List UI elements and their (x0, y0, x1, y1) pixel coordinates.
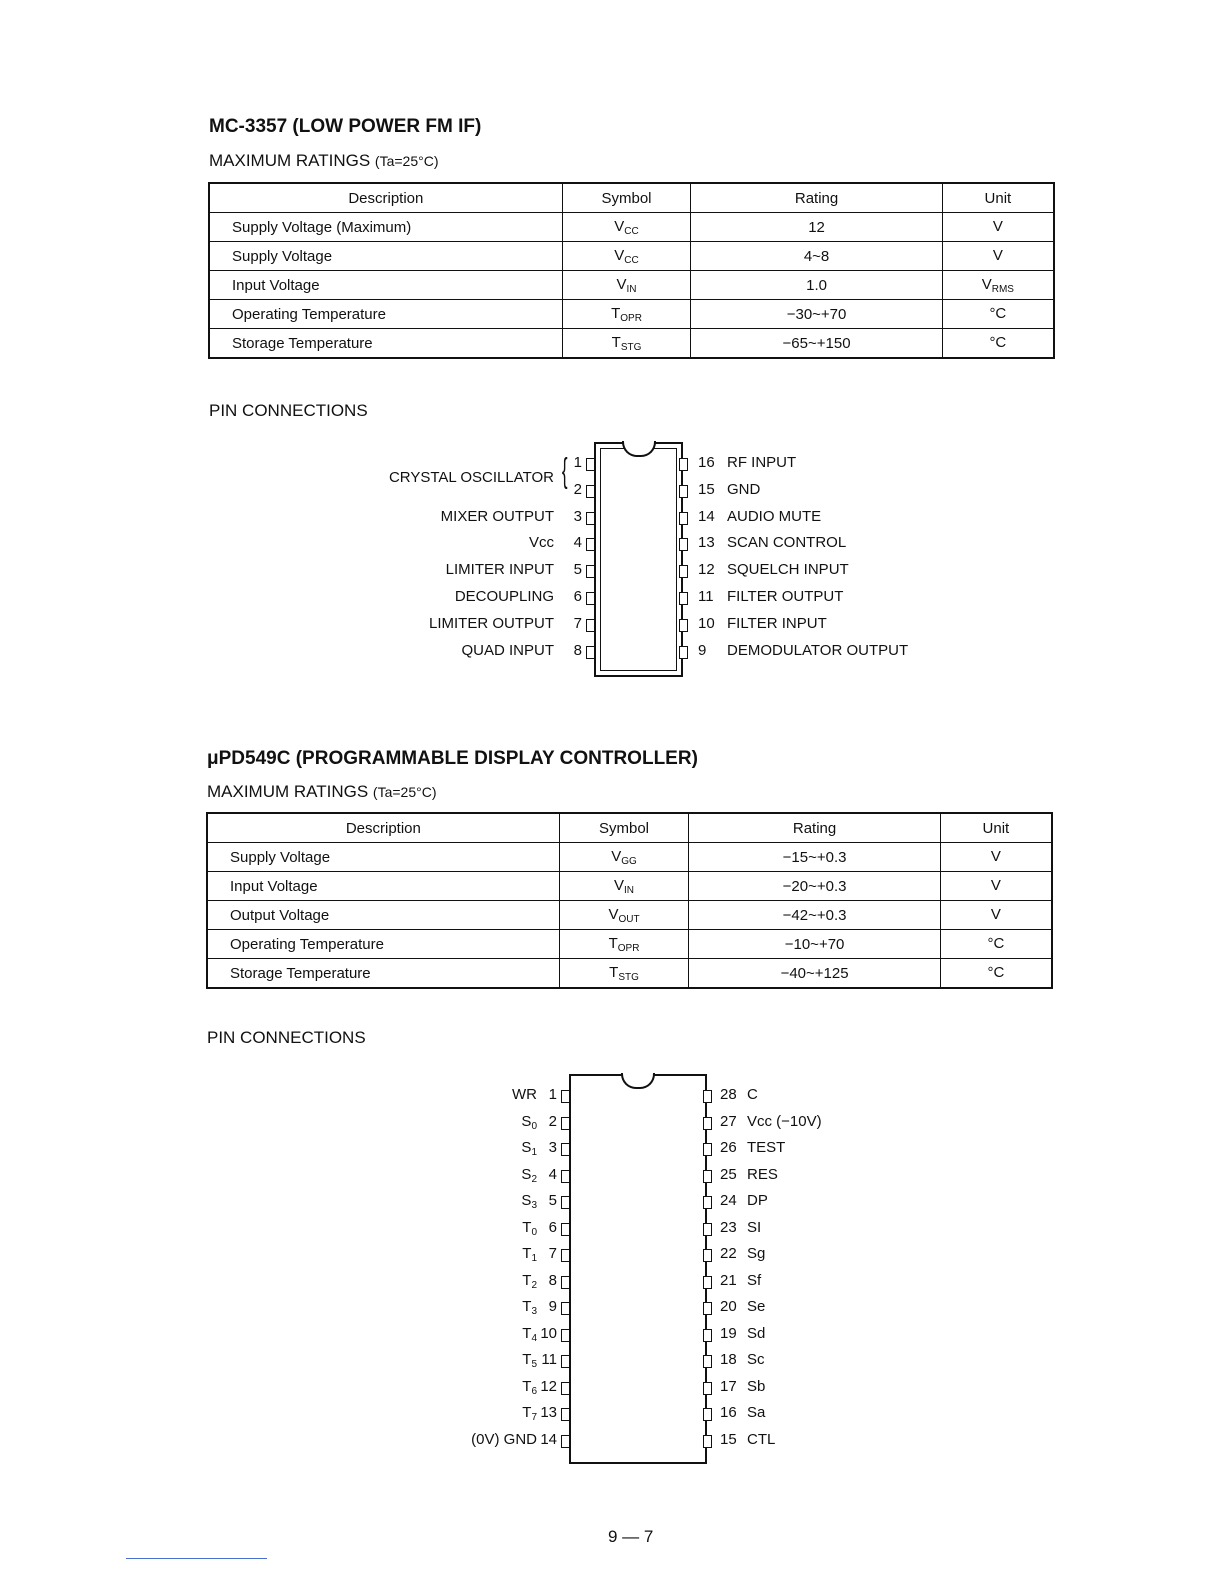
pin-pad (586, 512, 595, 525)
symbol-base: T (609, 963, 619, 981)
pin-label-subscript: 2 (531, 1279, 537, 1291)
unit-base: V (992, 217, 1003, 235)
pin-connections-heading: PIN CONNECTIONS (207, 1028, 366, 1047)
pin-pad (561, 1196, 570, 1209)
symbol-base: V (614, 876, 625, 894)
divider (126, 1558, 267, 1559)
rating-cell: 1.0 (691, 271, 942, 300)
pin-pad (561, 1408, 570, 1421)
pin-label (522, 1272, 537, 1291)
max-ratings-heading (209, 151, 439, 171)
pin-number: 17 (720, 1377, 737, 1395)
rating-cell: −42~+0.3 (689, 901, 940, 930)
table-row (209, 242, 1054, 271)
pin-pad (561, 1090, 570, 1103)
ic-inner-outline (600, 448, 677, 671)
pin-number: 3 (573, 507, 582, 525)
pin-number: 13 (540, 1404, 557, 1421)
unit-cell (940, 930, 1052, 959)
rating-cell: −15~+0.3 (689, 843, 940, 872)
pin-connections-heading: PIN CONNECTIONS (209, 401, 368, 420)
symbol-cell (559, 930, 689, 959)
pin-label-subscript: 3 (531, 1306, 537, 1317)
pin-label: DEMODULATOR OUTPUT (727, 641, 909, 659)
pin-label: SCAN CONTROL (727, 534, 847, 552)
pin-pad (679, 485, 688, 498)
unit-cell (942, 300, 1054, 329)
pin-label-text: T (522, 1404, 532, 1421)
max-ratings-heading (207, 782, 437, 802)
pin-pad (586, 458, 595, 471)
symbol-cell (559, 872, 689, 901)
pin-pad (703, 1355, 712, 1368)
ic-package-outline (594, 442, 683, 677)
pin-pad (703, 1435, 712, 1448)
pin-number: 6 (548, 1218, 557, 1236)
pin-pad (561, 1382, 570, 1395)
unit-base: °C (987, 963, 1005, 981)
pin-label (441, 508, 554, 525)
pin-label-subscript: 6 (531, 1385, 537, 1397)
table-header-row (209, 183, 1054, 213)
pin-label-subscript: 1 (531, 1147, 537, 1158)
pin-label: Vcc (−10V) (747, 1112, 822, 1130)
pin-label-text: T (522, 1324, 532, 1342)
rating-cell: −40~+125 (689, 959, 940, 989)
pin-label: Sb (747, 1377, 766, 1395)
pin-pad (703, 1276, 712, 1289)
unit-base: V (990, 847, 1001, 865)
unit-base: V (990, 876, 1001, 894)
pin-label (471, 1431, 537, 1448)
pin-label (429, 615, 554, 632)
pin-label (521, 1139, 537, 1158)
pin-pad (561, 1223, 570, 1236)
pin-number: 15 (698, 480, 715, 498)
symbol-base: T (608, 934, 618, 952)
pin-label-text: LIMITER INPUT (445, 561, 554, 579)
pin-label-text: T (522, 1218, 532, 1236)
ratings-label: MAXIMUM RATINGS (209, 151, 371, 170)
pin-label-subscript: 2 (531, 1173, 537, 1185)
pin-label-text: T (522, 1351, 532, 1368)
ratings-condition: (Ta=25°C) (372, 784, 437, 800)
pin-label-text: S (521, 1192, 532, 1209)
rating-cell: 4~8 (691, 242, 942, 271)
pin-pad (561, 1276, 570, 1289)
unit-cell (940, 901, 1052, 930)
unit-cell (942, 271, 1054, 300)
pin-label-subscript: 1 (531, 1253, 537, 1264)
pin-label (512, 1086, 537, 1103)
pin-label (521, 1113, 537, 1132)
unit-cell (942, 242, 1054, 271)
pin-number: 7 (573, 614, 582, 632)
description-cell: Operating Temperature (209, 300, 562, 329)
pin-number: 1 (548, 1086, 557, 1103)
pin-pad (703, 1408, 712, 1421)
pin-number: 8 (573, 641, 582, 659)
pin-pad (679, 619, 688, 632)
pin-number: 25 (720, 1165, 737, 1183)
pin-label: Sa (747, 1404, 766, 1421)
pin-label: RF INPUT (727, 454, 797, 471)
pin-pad (703, 1223, 712, 1236)
unit-cell (942, 213, 1054, 242)
crystal-oscillator-label: CRYSTAL OSCILLATOR (388, 469, 554, 486)
pin-number: 9 (548, 1298, 557, 1315)
pin-label-text: DECOUPLING (454, 588, 554, 605)
column-header: Unit (942, 183, 1054, 213)
symbol-cell (559, 959, 689, 989)
symbol-base: T (611, 304, 621, 322)
pin-label (522, 1245, 537, 1264)
table-row (209, 213, 1054, 242)
pin-number: 23 (720, 1218, 737, 1236)
pin-label: SI (747, 1218, 762, 1236)
symbol-cell (562, 300, 691, 329)
pin-number: 5 (548, 1192, 557, 1209)
pin-label-text: MIXER OUTPUT (440, 507, 554, 525)
pin-label-text: S (521, 1165, 532, 1183)
pin-number: 1 (573, 454, 582, 471)
pin-number: 21 (720, 1271, 737, 1289)
pin-label: Sd (747, 1324, 766, 1342)
pin-label: Se (747, 1298, 766, 1315)
pin-pad (703, 1249, 712, 1262)
pin-pad (703, 1117, 712, 1130)
symbol-subscript: CC (624, 254, 639, 266)
pin-label: Sf (747, 1271, 762, 1289)
pin-label-text: (0V) GND (471, 1430, 537, 1448)
description-cell: Supply Voltage (Maximum) (209, 213, 562, 242)
pin-label-text: T (522, 1245, 532, 1262)
pin-pad (561, 1302, 570, 1315)
symbol-cell (559, 901, 689, 930)
section-title-upd549c: μPD549C (PROGRAMMABLE DISPLAY CONTROLLER) (207, 748, 698, 769)
unit-cell (940, 959, 1052, 989)
pin-pad (703, 1382, 712, 1395)
unit-base: °C (989, 333, 1007, 351)
table-row (207, 901, 1052, 930)
pin-label-text: S (521, 1139, 532, 1156)
column-header: Symbol (562, 183, 691, 213)
pin-label (529, 534, 554, 551)
table-row (207, 930, 1052, 959)
pin-label: FILTER INPUT (727, 614, 827, 632)
pin-label-text: QUAD INPUT (461, 641, 554, 659)
symbol-cell (562, 242, 691, 271)
description-cell: Storage Temperature (207, 959, 559, 989)
pin-pad (703, 1196, 712, 1209)
section-title-mc3357: MC-3357 (LOW POWER FM IF) (209, 116, 482, 137)
pin-number: 28 (720, 1086, 737, 1103)
table-row (209, 300, 1054, 329)
pin-label (461, 642, 554, 659)
pin-number: 3 (548, 1139, 557, 1156)
pin-pad (679, 458, 688, 471)
pin-label: FILTER OUTPUT (727, 588, 844, 605)
table-row (209, 329, 1054, 359)
pin-number: 6 (573, 588, 582, 605)
column-header: Description (209, 183, 562, 213)
column-header: Description (207, 813, 559, 843)
ratings-condition: (Ta=25°C) (374, 153, 439, 169)
pin-label (522, 1404, 537, 1423)
symbol-base: V (614, 246, 625, 264)
pin-label-subscript: 4 (531, 1332, 537, 1344)
symbol-base: V (608, 905, 619, 923)
symbol-subscript: OUT (618, 913, 640, 925)
pin-pad (679, 646, 688, 659)
pin-pad (561, 1355, 570, 1368)
symbol-subscript: STG (618, 971, 639, 983)
pin-label: GND (727, 480, 761, 498)
ratings-table-mc3357 (208, 182, 1055, 359)
table-row (207, 959, 1052, 989)
pin-number: 27 (720, 1112, 737, 1130)
pin-label-text: WR (512, 1086, 537, 1103)
pin-number: 13 (698, 534, 715, 552)
pin-label (521, 1192, 537, 1211)
unit-base: °C (987, 934, 1005, 952)
unit-cell (942, 329, 1054, 359)
column-header: Rating (689, 813, 940, 843)
pin-number: 7 (548, 1245, 557, 1262)
ratings-table-upd549c (206, 812, 1053, 989)
column-header: Symbol (559, 813, 689, 843)
pin-pad (586, 592, 595, 605)
pin-number: 8 (548, 1271, 557, 1289)
pin-label (522, 1219, 537, 1238)
pin-pad (679, 538, 688, 551)
unit-base: V (981, 275, 992, 293)
brace-icon: { (561, 452, 568, 490)
pin-pad (561, 1117, 570, 1130)
symbol-base: V (616, 275, 627, 293)
unit-subscript: RMS (991, 283, 1014, 295)
pin-pad (586, 646, 595, 659)
column-header: Unit (940, 813, 1052, 843)
description-cell: Supply Voltage (209, 242, 562, 271)
symbol-base: V (614, 217, 625, 235)
page-number: 9 — 7 (608, 1527, 654, 1546)
symbol-cell (562, 271, 691, 300)
pin-pad (561, 1329, 570, 1342)
pin-number: 24 (720, 1192, 737, 1209)
pin-number: 15 (720, 1430, 737, 1448)
column-header: Rating (691, 183, 942, 213)
pin-number: 26 (720, 1139, 737, 1156)
rating-cell: −20~+0.3 (689, 872, 940, 901)
pin-number: 18 (720, 1351, 737, 1368)
rating-cell: −10~+70 (689, 930, 940, 959)
pin-label: Sc (747, 1351, 765, 1368)
pin-label (446, 561, 554, 578)
pin-label: C (747, 1086, 758, 1103)
table-row (207, 872, 1052, 901)
unit-base: V (990, 905, 1001, 923)
pin-number: 2 (573, 480, 582, 498)
symbol-subscript: OPR (617, 942, 640, 954)
description-cell: Operating Temperature (207, 930, 559, 959)
pin-number: 12 (698, 561, 715, 579)
pin-label (522, 1351, 537, 1370)
ratings-label: MAXIMUM RATINGS (207, 782, 369, 801)
pin1-notch (621, 1073, 655, 1089)
symbol-subscript: CC (624, 225, 639, 237)
pin-label-text: S (521, 1112, 532, 1130)
pin-number: 16 (720, 1404, 737, 1421)
pin-label-text: LIMITER OUTPUT (428, 614, 554, 632)
pin-pad (586, 485, 595, 498)
symbol-cell (562, 329, 691, 359)
pin-label-text: T (522, 1377, 532, 1395)
pin-label-subscript: 3 (531, 1200, 537, 1211)
pin-pad (561, 1249, 570, 1262)
pin-number: 10 (698, 614, 715, 632)
pin-label-text: T (522, 1271, 532, 1289)
symbol-subscript: IN (624, 884, 635, 896)
description-cell: Input Voltage (209, 271, 562, 300)
table-header-row (207, 813, 1052, 843)
pin-number: 16 (698, 454, 715, 471)
pin-pad (679, 565, 688, 578)
pin-number: 14 (540, 1430, 557, 1448)
pin-label (522, 1325, 537, 1344)
pin-pad (586, 565, 595, 578)
pin-pad (561, 1170, 570, 1183)
pin-number: 11 (541, 1351, 557, 1368)
description-cell: Supply Voltage (207, 843, 559, 872)
unit-cell (940, 872, 1052, 901)
pin-label (455, 588, 554, 605)
pin-pad (703, 1143, 712, 1156)
symbol-subscript: IN (626, 283, 637, 295)
rating-cell: −65~+150 (691, 329, 942, 359)
pin-label (522, 1378, 537, 1397)
pin-number: 12 (540, 1377, 557, 1395)
pin-number: 14 (698, 507, 715, 525)
pin-number: 22 (720, 1245, 737, 1262)
symbol-subscript: OPR (620, 312, 642, 324)
description-cell: Input Voltage (207, 872, 559, 901)
pin-label: Sg (747, 1245, 766, 1262)
pin-number: 4 (548, 1165, 557, 1183)
rating-cell: −30~+70 (691, 300, 942, 329)
ic-package-outline (569, 1074, 707, 1464)
symbol-subscript: STG (620, 341, 642, 353)
pin-label-subscript: 5 (531, 1359, 537, 1370)
unit-cell (940, 843, 1052, 872)
pin-label: TEST (747, 1139, 786, 1156)
pin-pad (703, 1329, 712, 1342)
pin-number: 20 (720, 1298, 737, 1315)
pin-number: 10 (540, 1324, 557, 1342)
symbol-subscript: GG (621, 855, 637, 867)
pin-label-subscript: 0 (531, 1120, 537, 1132)
pin-pad (586, 538, 595, 551)
rating-cell: 12 (691, 213, 942, 242)
pin-number: 9 (698, 641, 707, 659)
symbol-cell (559, 843, 689, 872)
pin-pad (586, 619, 595, 632)
pin-label: AUDIO MUTE (727, 507, 822, 525)
pin-number: 2 (548, 1112, 557, 1130)
pin-pad (703, 1302, 712, 1315)
pin-label-subscript: 7 (531, 1412, 537, 1423)
pin-pad (679, 512, 688, 525)
description-cell: Storage Temperature (209, 329, 562, 359)
unit-base: V (992, 246, 1003, 264)
symbol-base: T (611, 333, 621, 351)
description-cell: Output Voltage (207, 901, 559, 930)
pin-label: RES (747, 1165, 778, 1183)
pin-pad (703, 1170, 712, 1183)
pin-pad (561, 1143, 570, 1156)
pin-label-text: Vcc (528, 534, 554, 552)
pin-pad (679, 592, 688, 605)
pin-label-text: T (522, 1298, 532, 1315)
pin-label (521, 1166, 537, 1185)
pin-label-subscript: 0 (531, 1226, 537, 1238)
pin-number: 11 (698, 588, 714, 605)
unit-base: °C (989, 304, 1007, 322)
table-row (209, 271, 1054, 300)
table-row (207, 843, 1052, 872)
symbol-cell (562, 213, 691, 242)
pin-label: SQUELCH INPUT (727, 561, 849, 579)
pin-number: 5 (573, 561, 582, 579)
symbol-base: V (611, 847, 622, 865)
pin-number: 19 (720, 1324, 737, 1342)
pin-label: CTL (747, 1430, 776, 1448)
pin-label: DP (747, 1192, 768, 1209)
pin-pad (561, 1435, 570, 1448)
pin-number: 4 (573, 534, 582, 552)
pin-label (522, 1298, 537, 1317)
pin-pad (703, 1090, 712, 1103)
